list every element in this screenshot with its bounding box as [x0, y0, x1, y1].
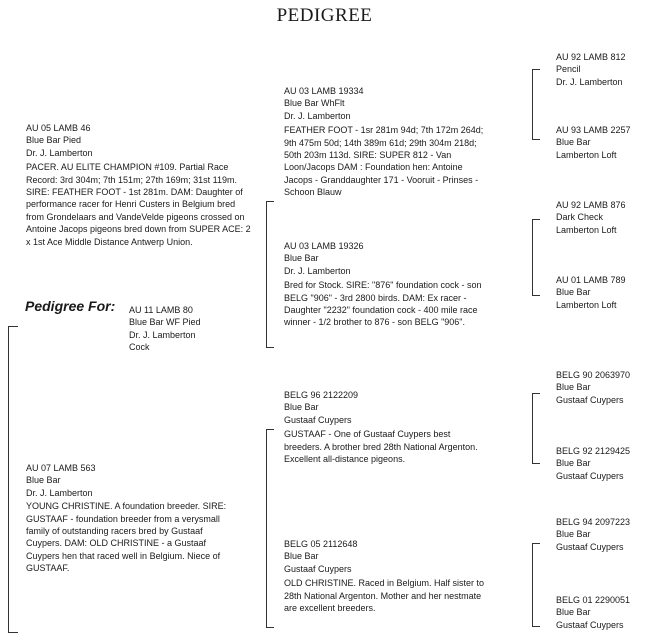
gp-band: AU 03 LAMB 19326 [284, 241, 364, 251]
ggp-owner: Gustaaf Cuypers [556, 541, 624, 552]
bracket-sire [266, 201, 267, 348]
bracket-gp3-bottom [532, 463, 540, 464]
bracket-gp1-bottom [532, 139, 540, 140]
bracket-dam-bottom [266, 627, 274, 628]
bracket-gp1 [532, 69, 533, 140]
great-grandparent-8 [556, 594, 630, 631]
ggp-band: BELG 92 2129425 [556, 446, 631, 456]
bracket-dam-top [266, 429, 274, 430]
subject-color: Blue Bar WF Pied [129, 317, 201, 328]
bracket-subject [8, 326, 9, 633]
gp-owner: Dr. J. Lamberton [284, 110, 351, 121]
ggp-color: Blue Bar [556, 287, 591, 298]
great-grandparent-1 [556, 51, 626, 88]
grandparent-sire-sire [284, 85, 489, 199]
ggp-owner: Lamberton Loft [556, 299, 617, 310]
ggp-band: AU 92 LAMB 812 [556, 52, 626, 62]
bracket-gp1-top [532, 69, 540, 70]
ggp-band: BELG 01 2290051 [556, 595, 631, 605]
gp-color: Blue Bar [284, 551, 319, 562]
gp-description: OLD CHRISTINE. Raced in Belgium. Half sister to 28th National Argenton. Mother and her nestmate are excellent breeders. [284, 578, 485, 614]
gp-band: BELG 05 2112648 [284, 539, 358, 549]
ggp-owner: Gustaaf Cuypers [556, 619, 624, 630]
sire-description: PACER. AU ELITE CHAMPION #109. Partial Race Record: 3rd 304m; 7th 151m; 27th 169m; 31st 119m. SIRE: FEATHER FOOT - 1st 281m. DAM: Daughter of performance racer for Henri Custers in Belgium bred from Grondelaars and VandeVelde pigeons crossed on Antoine Jacops pigeons bred down from SUPER ACE: 2 x 1st Ace Middle Distance Antwerp Union. [26, 162, 251, 247]
grandparent-dam-sire [284, 389, 489, 465]
dam-color: Blue Bar [26, 475, 61, 486]
great-grandparent-2 [556, 124, 631, 161]
ggp-band: AU 93 LAMB 2257 [556, 125, 631, 135]
dam-description: YOUNG CHRISTINE. A foundation breeder. SIRE: GUSTAAF - foundation breeder from a verysmall family of outstanding racers bred by Gustaaf Cuypers. DAM: OLD CHRISTINE - a Gustaaf Cuypers hen that raced well in Belgium. Niece of GUSTAAF. [26, 501, 227, 574]
great-grandparent-7 [556, 516, 630, 553]
ggp-band: AU 01 LAMB 789 [556, 275, 626, 285]
gp-color: Blue Bar WhFlt [284, 98, 345, 109]
ggp-owner: Lamberton Loft [556, 224, 617, 235]
subject-block [129, 304, 201, 354]
dam-owner: Dr. J. Lamberton [26, 487, 93, 498]
great-grandparent-6 [556, 445, 630, 482]
page-title: PEDIGREE [276, 5, 373, 26]
grandparent-dam-dam [284, 538, 489, 614]
gp-description: FEATHER FOOT - 1sr 281m 94d; 7th 172m 264d; 9th 475m 50d; 14th 389m 61d; 29th 304m 218d; 50th 203m 113d. SIRE: SUPER 812 - Van Loon/Jacops DAM : Foundation hen: Antoine Jacops - Granddaughter 171 - Vooruit - Prinses - Schoon Blauw [284, 125, 484, 198]
great-grandparent-4 [556, 274, 626, 311]
sire-band: AU 05 LAMB 46 [26, 123, 91, 133]
bracket-dam [266, 429, 267, 628]
ggp-owner: Lamberton Loft [556, 149, 617, 160]
dam-block [26, 462, 241, 575]
bracket-gp4-top [532, 543, 540, 544]
gp-description: Bred for Stock. SIRE: "876" foundation cock - son BELG "906" - 3rd 2800 birds. DAM: Ex racer - Daughter "2232" foundation cock - 400 mile race winner - 1/2 brother to 876 - son BELG "906". [284, 280, 482, 328]
subject-owner: Dr. J. Lamberton [129, 329, 196, 340]
gp-description: GUSTAAF - One of Gustaaf Cuypers best breeders. A brother bred 28th National Argenton. Excellent all-distance pigeons. [284, 429, 478, 465]
ggp-band: AU 92 LAMB 876 [556, 200, 626, 210]
sire-owner: Dr. J. Lamberton [26, 147, 93, 158]
ggp-owner: Gustaaf Cuypers [556, 470, 624, 481]
gp-band: BELG 96 2122209 [284, 390, 359, 400]
ggp-band: BELG 90 2063970 [556, 370, 631, 380]
great-grandparent-3 [556, 199, 626, 236]
bracket-gp3 [532, 393, 533, 464]
bracket-sire-bottom [266, 347, 274, 348]
bracket-gp3-top [532, 393, 540, 394]
subject-band: AU 11 LAMB 80 [129, 305, 193, 315]
ggp-color: Blue Bar [556, 529, 591, 540]
bracket-gp4 [532, 543, 533, 627]
ggp-color: Pencil [556, 64, 581, 75]
gp-owner: Dr. J. Lamberton [284, 265, 351, 276]
ggp-owner: Dr. J. Lamberton [556, 76, 623, 87]
sire-color: Blue Bar Pied [26, 135, 82, 146]
sire-block [26, 122, 251, 248]
grandparent-sire-dam [284, 240, 489, 329]
dam-band: AU 07 LAMB 563 [26, 463, 96, 473]
subject-sex: Cock [129, 342, 150, 353]
ggp-color: Blue Bar [556, 458, 591, 469]
gp-color: Blue Bar [284, 253, 319, 264]
gp-owner: Gustaaf Cuypers [284, 563, 352, 574]
gp-owner: Gustaaf Cuypers [284, 414, 352, 425]
great-grandparent-5 [556, 369, 630, 406]
bracket-subject-bottom [8, 632, 18, 633]
bracket-gp2-top [532, 219, 540, 220]
bracket-sire-top [266, 201, 274, 202]
ggp-band: BELG 94 2097223 [556, 517, 631, 527]
ggp-color: Dark Check [556, 212, 604, 223]
pedigree-for-label: Pedigree For: [25, 298, 116, 314]
ggp-color: Blue Bar [556, 137, 591, 148]
gp-color: Blue Bar [284, 402, 319, 413]
gp-band: AU 03 LAMB 19334 [284, 86, 364, 96]
bracket-gp2-bottom [532, 295, 540, 296]
ggp-owner: Gustaaf Cuypers [556, 394, 624, 405]
ggp-color: Blue Bar [556, 607, 591, 618]
bracket-subject-top [8, 326, 18, 327]
ggp-color: Blue Bar [556, 382, 591, 393]
bracket-gp2 [532, 219, 533, 296]
bracket-gp4-bottom [532, 626, 540, 627]
